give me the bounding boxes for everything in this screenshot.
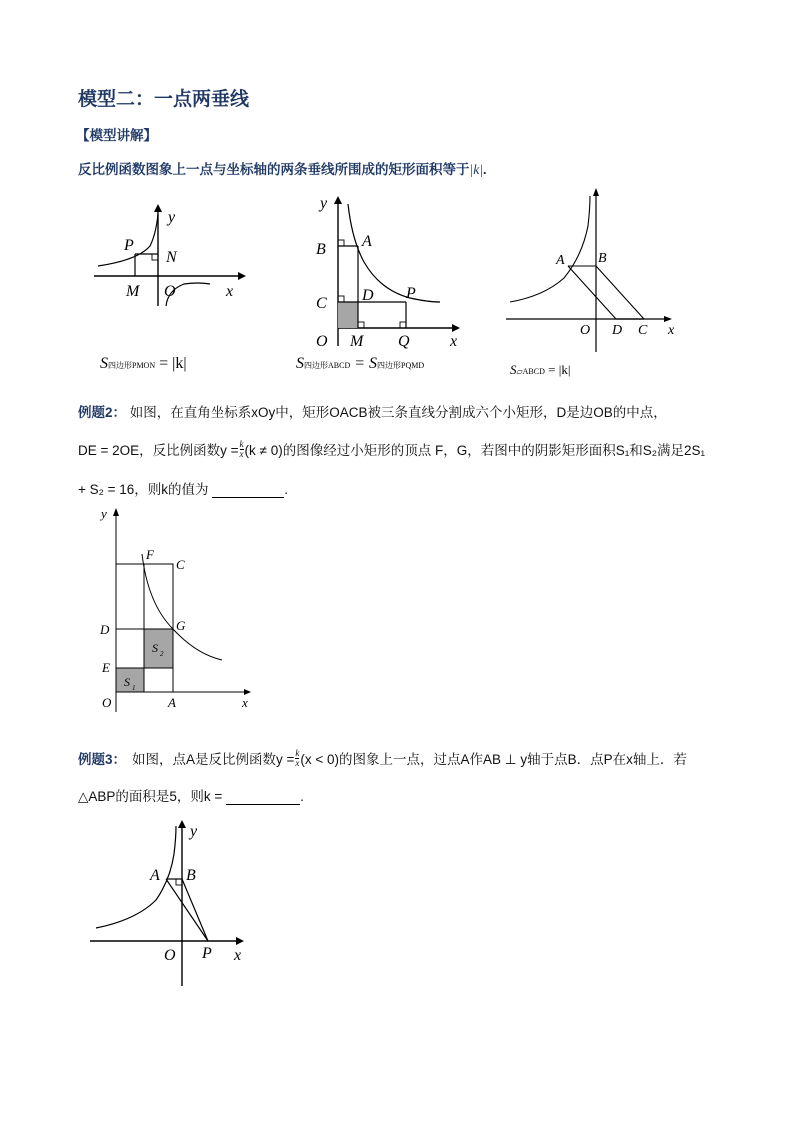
- fig3-label-c: C: [638, 323, 648, 338]
- ex3-line1: [78, 748, 687, 768]
- ex3-fig-label-a: A: [150, 867, 160, 884]
- ex2-line2-b: (k ≠ 0)的图像经过小矩形的顶点 F，G，若图中的阴影矩形面积S₁和S₂满足2S₁: [244, 443, 706, 458]
- ex2-fraction: [240, 440, 244, 459]
- ex2-line3-end: .: [284, 482, 289, 497]
- ex2-figure: [96, 504, 262, 726]
- fig2-label-y: y: [320, 195, 328, 212]
- ex3-right-angle: [176, 879, 182, 885]
- fig3-y-arrow: [593, 188, 599, 196]
- ex3-figure: [86, 814, 266, 994]
- ex3-fig-label-x: x: [234, 947, 242, 964]
- fig2-label-a: A: [362, 233, 372, 250]
- ex2-fig-label-s2-sub: 2: [160, 650, 164, 658]
- fig2-formula-eq: = S: [354, 355, 378, 372]
- ex2-fig-label-a: A: [168, 695, 176, 710]
- ex3-fig-label-y: y: [190, 823, 198, 840]
- fig2-formula: [296, 355, 424, 373]
- ex3-frac-den: x: [295, 757, 300, 768]
- ex3-line1-a: 如图，点A是反比例函数y =: [132, 752, 295, 767]
- fig2-right-angle-b: [338, 240, 344, 246]
- ex3-frac-num: k: [295, 747, 300, 758]
- fig3-label-a: A: [556, 253, 565, 268]
- ex3-line-ap: [166, 879, 208, 941]
- ex3-label: 例题3：: [78, 752, 127, 767]
- fig2-formula-sub2: 四边形PQMD: [377, 361, 425, 370]
- ex3-line2-text: △ABP的面积是5，则k =: [78, 789, 223, 804]
- fig1-formula-rhs: = |k|: [159, 355, 187, 372]
- ex2-fig-label-f: F: [146, 547, 154, 562]
- ex2-frac-num: k: [239, 438, 244, 449]
- ex2-shaded-s1: [116, 668, 144, 692]
- ex2-fig-label-g: G: [176, 618, 186, 633]
- page-title: 模型二：一点两垂线: [78, 89, 250, 110]
- fig1-x-arrow: [238, 272, 246, 280]
- ex2-line3-text: + S₂ = 16，则k的值为: [78, 482, 209, 497]
- fig1-formula-s: S: [100, 355, 108, 372]
- fig2-label-b: B: [316, 241, 326, 258]
- ex2-fig-label-s1-sub: 1: [132, 684, 136, 692]
- fig2-shaded-rect: [338, 302, 358, 328]
- ex3-line1-b: (x < 0)的图象上一点，过点A作AB ⊥ y轴于点B．点P在x轴上．若: [300, 752, 687, 767]
- ex2-fig-label-e: E: [102, 660, 110, 675]
- fig1-label-n: N: [166, 249, 177, 266]
- ex2-fig-label-y: y: [101, 506, 107, 521]
- fig2-formula-sub1: 四边形ABCD: [304, 361, 351, 370]
- fig2-y-arrow: [334, 196, 342, 204]
- fig2-label-m: M: [350, 333, 364, 350]
- ex3-fig-label-o: O: [164, 947, 176, 964]
- ex3-fraction: [295, 749, 299, 768]
- ex2-fig-label-s2: S: [152, 641, 158, 655]
- fig1-formula: [100, 355, 187, 373]
- intro-end: .: [482, 162, 487, 177]
- fig3-formula: [510, 362, 570, 378]
- ex2-fig-label-x: x: [242, 695, 248, 710]
- fig1-label-p: P: [124, 237, 134, 254]
- ex2-y-arrow: [113, 508, 119, 516]
- fig1-right-angle: [152, 254, 158, 260]
- fig2-label-q: Q: [398, 333, 410, 350]
- fig2-label-x: x: [450, 333, 458, 350]
- ex2-frac-den: x: [239, 448, 244, 459]
- intro-text: 反比例函数图象上一点与坐标轴的两条垂线所围成的矩形面积等于: [78, 162, 470, 177]
- fig1-label-y: y: [168, 209, 176, 226]
- fig2-label-d: D: [362, 287, 374, 304]
- ex2-fig-label-s1: S: [124, 675, 130, 689]
- fig2-label-c: C: [316, 295, 327, 312]
- ex2-line1-text: 如图，在直角坐标系xOy中，矩形OACB被三条直线分割成六个小矩形，D是边OB的中点，: [129, 405, 667, 420]
- ex2-fig-label-d: D: [100, 622, 110, 637]
- fig3-label-d: D: [612, 323, 623, 338]
- ex2-answer-blank[interactable]: [212, 483, 284, 498]
- figure-2-hyperbola: [300, 190, 470, 350]
- ex3-fig-label-p: P: [202, 945, 212, 962]
- ex2-shaded-s2: [144, 629, 173, 668]
- fig1-label-m: M: [126, 283, 140, 300]
- fig2-label-p: P: [406, 285, 416, 302]
- fig3-label-o: O: [580, 323, 591, 338]
- ex2-fig-label-o: O: [102, 695, 112, 710]
- fig2-right-angle-m: [358, 322, 364, 328]
- fig1-formula-sub: 四边形PMON: [108, 361, 156, 370]
- ex3-line-bp: [182, 879, 208, 941]
- fig2-right-angle-c: [338, 296, 344, 302]
- fig2-x-arrow: [452, 324, 460, 332]
- ex2-label: 例题2：: [78, 405, 127, 420]
- ex2-line2: [78, 439, 705, 459]
- ex3-line2-end: .: [300, 789, 304, 804]
- ex2-fig-label-c: C: [176, 557, 185, 572]
- section-subheading: 【模型讲解】: [76, 128, 157, 143]
- ex2-line1: [78, 401, 667, 421]
- figure-3-hyperbola: [504, 186, 684, 356]
- ex3-fig-label-b: B: [186, 867, 196, 884]
- ex3-y-arrow: [178, 820, 186, 828]
- fig1-label-x: x: [226, 283, 234, 300]
- fig3-formula-s: S: [510, 362, 517, 377]
- figure-1-hyperbola: [88, 200, 248, 310]
- intro-paragraph: [78, 158, 487, 178]
- fig1-label-o: O: [164, 283, 176, 300]
- fig3-formula-rhs: = |k|: [548, 362, 571, 377]
- fig3-formula-sub: ▱ABCD: [516, 367, 545, 376]
- ex3-answer-blank[interactable]: [226, 790, 300, 805]
- fig3-line-bc: [596, 266, 644, 319]
- fig2-label-o: O: [316, 333, 328, 350]
- fig2-formula-s: S: [296, 355, 304, 372]
- ex2-line3: [78, 478, 288, 498]
- fig3-curve: [510, 196, 590, 302]
- intro-abs-k: |k|: [469, 162, 483, 177]
- fig1-y-arrow: [154, 204, 162, 212]
- ex2-line2-a: DE = 2OE，反比例函数y =: [78, 443, 239, 458]
- fig3-label-b: B: [598, 251, 607, 266]
- fig3-label-x: x: [668, 323, 675, 338]
- ex3-line2: [78, 785, 304, 805]
- fig3-x-arrow: [664, 316, 672, 322]
- fig3-line-ad: [568, 266, 616, 319]
- ex3-x-arrow: [236, 937, 244, 945]
- fig2-right-angle-q: [400, 322, 406, 328]
- ex3-curve: [96, 826, 176, 928]
